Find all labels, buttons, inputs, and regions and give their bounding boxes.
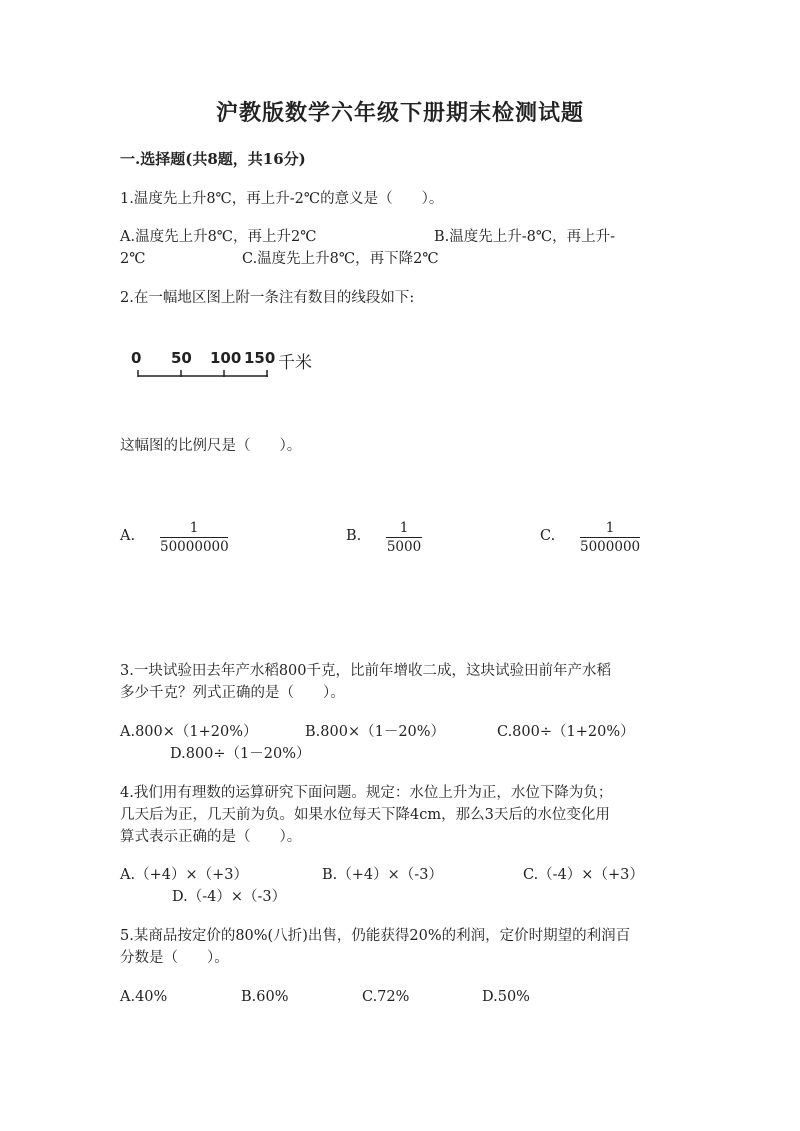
q2-option-b-label: B. — [346, 528, 362, 544]
q1-option-c: C.温度先上升8℃，再下降2℃ — [242, 251, 439, 267]
q1-option-b: B.温度先上升-8℃，再上升- — [434, 229, 616, 245]
q5-stem-line2: 分数是（ ）。 — [120, 950, 229, 966]
q3-stem-line2: 多少千克？列式正确的是（ ）。 — [120, 685, 345, 701]
q2-question: 这幅图的比例尺是（ ）。 — [120, 438, 302, 454]
q2-option-b-denominator: 5000 — [386, 539, 422, 555]
q5-option-c: C.72% — [362, 989, 410, 1005]
q2-option-a-fraction — [160, 520, 228, 555]
scale-label-100: 100 — [210, 349, 242, 367]
q3-option-d: D.800÷（1－20%） — [170, 746, 311, 762]
q2-option-c-numerator: 1 — [605, 520, 615, 536]
scale-bar — [130, 345, 330, 385]
section-heading: 一.选择题(共8题，共16分) — [120, 150, 306, 168]
q4-option-b: B.（+4）×（-3） — [322, 867, 443, 883]
q1-option-a: A.温度先上升8℃，再上升2℃ — [120, 229, 317, 245]
q2-option-c-fraction — [580, 520, 640, 555]
q4-stem-line3: 算式表示正确的是（ ）。 — [120, 829, 302, 845]
q3-option-a: A.800×（1+20%） — [120, 724, 258, 740]
q2-option-b-fraction — [386, 520, 422, 555]
q2-option-c-denominator: 5000000 — [580, 539, 641, 555]
q5-option-a: A.40% — [120, 989, 168, 1005]
q3-stem-line1: 3.一块试验田去年产水稻800千克，比前年增收二成，这块试验田前年产水稻 — [120, 663, 612, 679]
q2-option-a-label: A. — [120, 528, 136, 544]
q4-stem-line2: 几天后为正，几天前为负。如果水位每天下降4cm，那么3天后的水位变化用 — [120, 807, 610, 823]
q4-option-a: A.（+4）×（+3） — [120, 867, 248, 883]
q2-option-b-numerator: 1 — [399, 520, 409, 536]
q5-option-d: D.50% — [482, 989, 530, 1005]
scale-label-50: 50 — [171, 349, 192, 367]
q2-option-c-label: C. — [540, 528, 556, 544]
scale-label-150: 150 — [244, 349, 276, 367]
page-title: 沪教版数学六年级下册期末检测试题 — [215, 100, 584, 126]
q4-option-c: C.（-4）×（+3） — [523, 867, 644, 883]
scale-label-0: 0 — [131, 349, 142, 367]
scale-unit: 千米 — [278, 353, 312, 373]
q1-stem: 1.温度先上升8℃，再上升-2℃的意义是（ ）。 — [120, 191, 444, 207]
q5-option-b: B.60% — [241, 989, 289, 1005]
q2-option-a-numerator: 1 — [189, 520, 199, 536]
q1-option-b-continued: 2℃ — [120, 251, 146, 267]
q4-stem-line1: 4.我们用有理数的运算研究下面问题。规定：水位上升为正，水位下降为负； — [120, 785, 613, 801]
q3-option-c: C.800÷（1+20%） — [497, 724, 635, 740]
q5-stem-line1: 5.某商品按定价的80%(八折)出售，仍能获得20%的利润，定价时期望的利润百 — [120, 928, 631, 944]
q4-option-d: D.（-4）×（-3） — [172, 889, 287, 905]
q2-option-a-denominator: 50000000 — [160, 539, 229, 555]
q3-option-b: B.800×（1－20%） — [305, 724, 446, 740]
q2-stem: 2.在一幅地区图上附一条注有数目的线段如下: — [120, 290, 415, 306]
